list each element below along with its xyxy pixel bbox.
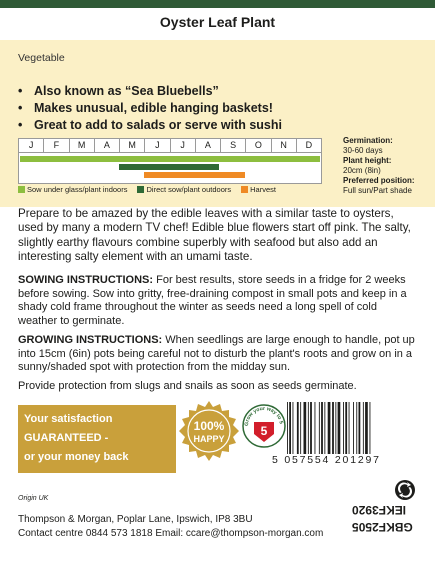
barcode-bar bbox=[343, 402, 344, 454]
product-title: Oyster Leaf Plant bbox=[159, 14, 276, 30]
germination-value: 30-60 days bbox=[343, 146, 383, 155]
barcode-bar bbox=[332, 402, 334, 454]
barcode-bar bbox=[328, 402, 331, 454]
month-label: J bbox=[145, 139, 170, 152]
legend-label: Sow under glass/plant indoors bbox=[27, 185, 128, 194]
sowing-instructions bbox=[18, 274, 418, 328]
sowing-calendar bbox=[18, 138, 322, 184]
guarantee-panel bbox=[18, 405, 176, 473]
barcode-bar bbox=[324, 402, 325, 454]
barcode-bar bbox=[365, 402, 368, 454]
barcode-bar bbox=[319, 402, 320, 454]
guarantee-line-1: Your satisfaction bbox=[24, 413, 113, 425]
feature-bullets bbox=[18, 83, 282, 134]
legend-label: Harvest bbox=[250, 185, 276, 194]
month-label: M bbox=[70, 139, 95, 152]
month-label: N bbox=[272, 139, 297, 152]
height-label: Plant height: bbox=[343, 156, 392, 165]
month-label: J bbox=[19, 139, 44, 152]
legend-swatch bbox=[137, 186, 144, 193]
five-a-day-icon bbox=[242, 404, 286, 448]
month-label: D bbox=[305, 140, 313, 150]
barcode-bar bbox=[300, 402, 301, 454]
legend-swatch bbox=[18, 186, 25, 193]
legend-swatch bbox=[241, 186, 248, 193]
barcode-bar bbox=[345, 402, 347, 454]
barcode-bar bbox=[293, 402, 294, 454]
barcode-bar bbox=[353, 402, 354, 454]
barcode-icon bbox=[285, 402, 403, 454]
guarantee-line-2: GUARANTEED - bbox=[24, 432, 109, 444]
barcode-bar bbox=[370, 402, 371, 454]
barcode-bar bbox=[310, 402, 312, 454]
growing-heading: GROWING INSTRUCTIONS: bbox=[18, 334, 163, 346]
legend-harvest bbox=[241, 185, 276, 194]
barcode-bar bbox=[363, 402, 364, 454]
origin-label: Origin UK bbox=[18, 495, 49, 502]
barcode-bar bbox=[359, 402, 361, 454]
happy-badge-icon bbox=[178, 400, 240, 462]
month-label: J bbox=[171, 139, 196, 152]
month-label: A bbox=[95, 139, 120, 152]
germination-label: Germination: bbox=[343, 136, 393, 145]
product-code-1: IEKF3920 bbox=[352, 503, 407, 517]
calendar-months bbox=[19, 139, 321, 153]
contact-line: Contact centre 0844 573 1818 Email: ccare@thompson-morgan.com bbox=[18, 528, 324, 539]
barcode-bar bbox=[287, 402, 288, 454]
barcode-bar bbox=[356, 402, 357, 454]
category-label: Vegetable bbox=[18, 52, 65, 64]
happy-bottom-text: HAPPY bbox=[193, 434, 225, 444]
position-value: Full sun/Part shade bbox=[343, 186, 412, 195]
five-ring-text: Grow your way to 5 bbox=[243, 405, 284, 427]
guarantee-line-3: or your money back bbox=[24, 451, 129, 463]
bullet-item: • Makes unusual, edible hanging baskets! bbox=[18, 100, 282, 117]
recycle-icon bbox=[394, 479, 416, 501]
company-address: Thompson & Morgan, Poplar Lane, Ipswich, IP8 3BU bbox=[18, 514, 253, 525]
sow-outdoors-bar bbox=[119, 164, 219, 170]
height-value: 20cm (8in) bbox=[343, 166, 381, 175]
product-description: Prepare to be amazed by the edible leaves with a similar taste to oysters, used by many a modern TV chef! Edible blue flowers start off pink. The salty, slightly earthy flavours combine superbly with seafood but also add an interesting salty element with an umami taste. bbox=[18, 207, 411, 264]
barcode-bar bbox=[308, 402, 309, 454]
month-label: M bbox=[120, 139, 145, 152]
month-label: S bbox=[221, 139, 246, 152]
sow-indoors-bar bbox=[20, 156, 320, 162]
five-number: 5 bbox=[260, 424, 268, 438]
top-banner-strip bbox=[0, 0, 435, 8]
barcode-bar bbox=[289, 402, 291, 454]
barcode-bar bbox=[338, 402, 341, 454]
protection-note: Provide protection from slugs and snails as soon as seeds germinate. bbox=[18, 380, 357, 392]
barcode-bar bbox=[315, 402, 316, 454]
growing-info bbox=[343, 136, 415, 196]
product-code-2: GBKF2505 bbox=[352, 520, 413, 534]
growing-instructions bbox=[18, 334, 418, 375]
barcode-bar bbox=[304, 402, 307, 454]
harvest-bar bbox=[144, 172, 245, 178]
barcode-bar bbox=[349, 402, 350, 454]
legend-sow-outdoors bbox=[137, 185, 231, 194]
happy-top-text: 100% bbox=[193, 419, 225, 433]
sowing-heading: SOWING INSTRUCTIONS: bbox=[18, 274, 154, 286]
legend-label: Direct sow/plant outdoors bbox=[146, 185, 232, 194]
month-label: A bbox=[196, 139, 221, 152]
barcode-number: 5 057554 201297 bbox=[272, 454, 381, 466]
bullet-item: • Great to add to salads or serve with sushi bbox=[18, 117, 282, 134]
position-label: Preferred position: bbox=[343, 176, 415, 185]
month-label: F bbox=[44, 139, 69, 152]
growing-text: When seedlings are large enough to handle, pot up into 15cm (6in) pots being careful not to disturb the plant's roots and grow on in a sunny/shaded spot with protection from the midday sun. bbox=[18, 334, 415, 374]
barcode-bar bbox=[335, 402, 336, 454]
month-label: O bbox=[246, 139, 271, 152]
sowing-text: For best results, store seeds in a fridge for 2 weeks before sowing. Sow into gritty, free-draining compost in small pots and keep in a shady cold frame throughout the winter as seeds need a long spell of cold weather to germinate. bbox=[18, 274, 407, 327]
calendar-legend bbox=[18, 185, 282, 194]
barcode-bar bbox=[321, 402, 323, 454]
barcode-bar bbox=[297, 402, 299, 454]
legend-sow-indoors bbox=[18, 185, 127, 194]
bullet-item: • Also known as “Sea Bluebells” bbox=[18, 83, 282, 100]
